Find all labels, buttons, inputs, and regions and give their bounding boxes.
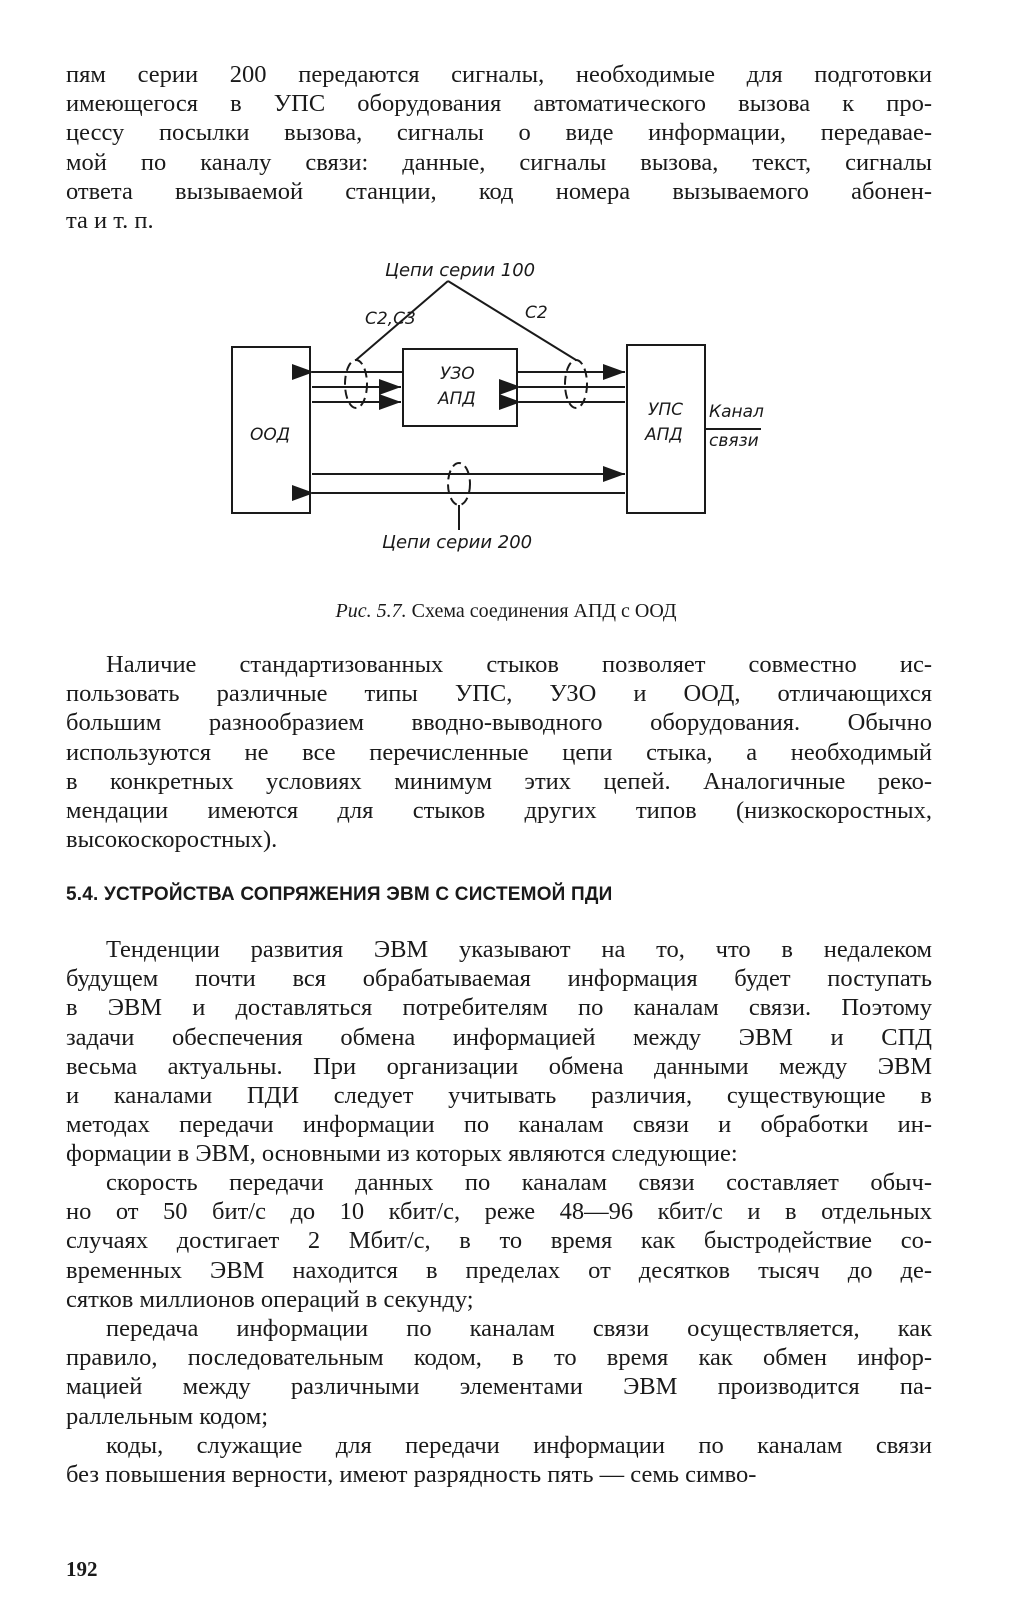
label-channel: Канал [709, 402, 764, 422]
text-line: мой по каналу связи: данные, сигналы вызова, текст, сигналы [66, 148, 932, 176]
text-line: случаях достигает 2 Мбит/с, в то время как быстродействие со- [66, 1227, 932, 1255]
bundle-ellipse-left [345, 360, 367, 408]
label-ups: УПС [648, 400, 684, 420]
paragraph-serial-code [66, 1314, 932, 1431]
paragraph-trends [66, 935, 932, 1169]
text-line: методах передачи информации по каналам связи и обработки ин- [66, 1111, 932, 1139]
label-c2: С2 [525, 303, 548, 323]
text-line: задачи обеспечения обмена информацией между ЭВМ и СПД [66, 1023, 932, 1051]
text-line: мендации имеются для стыков других типов (низкоскоростных, [66, 797, 932, 825]
text-line: высокоскоростных). [66, 826, 278, 854]
label-uzo: УЗО [440, 364, 475, 384]
text-line: и каналами ПДИ следует учитывать различия, существующие в [66, 1082, 932, 1110]
label-ood: ООД [250, 425, 291, 445]
text-line: ответа вызываемой станции, код номера вызываемого абонен- [66, 177, 932, 205]
text-line: используются не все перечисленные цепи стыка, а необходимый [66, 738, 932, 766]
bundle-ellipse-bottom [448, 463, 470, 505]
text-line: Тенденции развития ЭВМ указывают на то, что в недалеком [106, 936, 932, 963]
text-line: та и т. п. [66, 207, 154, 235]
paragraph-speed [66, 1168, 932, 1314]
label-communication: связи [709, 431, 759, 451]
text-line: правило, последовательным кодом, в то время как обмен инфор- [66, 1344, 932, 1372]
text-line: сятков миллионов операций в секунду; [66, 1285, 474, 1313]
uzo-apd-box [403, 349, 517, 426]
label-apd-right: АПД [645, 425, 683, 445]
text-line: большим разнообразием вводно-выводного оборудования. Обычно [66, 709, 932, 737]
text-line: раллельным кодом; [66, 1402, 269, 1430]
text-line: скорость передачи данных по каналам связи составляет обыч- [106, 1169, 932, 1196]
text-line: в конкретных условиях минимум этих цепей. Аналогичные реко- [66, 767, 932, 795]
caption-label: Рис. 5.7. [335, 600, 407, 622]
text-line: но от 50 бит/с до 10 кбит/с, реже 48—96 кбит/с и в отдельных [66, 1198, 932, 1226]
label-series-100: Цепи серии 100 [385, 260, 536, 281]
bundle-ellipse-right [565, 360, 587, 408]
text-line: коды, служащие для передачи информации по каналам связи [106, 1432, 932, 1459]
label-series-200: Цепи серии 200 [382, 532, 533, 553]
connection-diagram [0, 0, 1012, 600]
label-c2-c3: С2,С3 [365, 309, 416, 329]
text-line: без повышения верности, имеют разрядность пять — семь симво- [66, 1461, 757, 1489]
text-line: будущем почти вся обрабатываемая информация будет поступать [66, 965, 932, 993]
text-line: цессу посылки вызова, сигналы о виде информации, передавае- [66, 119, 932, 147]
text-line: весьма актуальны. При организации обмена данными между ЭВМ [66, 1052, 932, 1080]
text-line: временных ЭВМ находится в пределах от десятков тысяч до де- [66, 1256, 932, 1284]
paragraph-standards [66, 650, 932, 854]
text-line: пям серии 200 передаются сигналы, необходимые для подготовки [66, 61, 932, 88]
text-line: в ЭВМ и доставляться потребителям по каналам связи. Поэтому [66, 994, 932, 1022]
text-line: передача информации по каналам связи осуществляется, как [106, 1315, 932, 1342]
paragraph-codes [66, 1431, 932, 1489]
text-line: Наличие стандартизованных стыков позволяет совместно ис- [106, 651, 932, 678]
text-line: пользовать различные типы УПС, УЗО и ООД, отличающихся [66, 680, 932, 708]
text-line: мацией между различными элементами ЭВМ производится па- [66, 1373, 932, 1401]
page-number: 192 [66, 1557, 98, 1581]
text-line: имеющегося в УПС оборудования автоматического вызова к про- [66, 90, 932, 118]
label-apd-mid: АПД [438, 389, 476, 409]
section-heading: 5.4. УСТРОЙСТВА СОПРЯЖЕНИЯ ЭВМ С СИСТЕМОЙ ПДИ [66, 884, 613, 905]
caption-text: Схема соединения АПД с ООД [411, 600, 677, 622]
text-line: формации в ЭВМ, основными из которых являются следующие: [66, 1140, 738, 1168]
figure-caption [0, 600, 1012, 623]
